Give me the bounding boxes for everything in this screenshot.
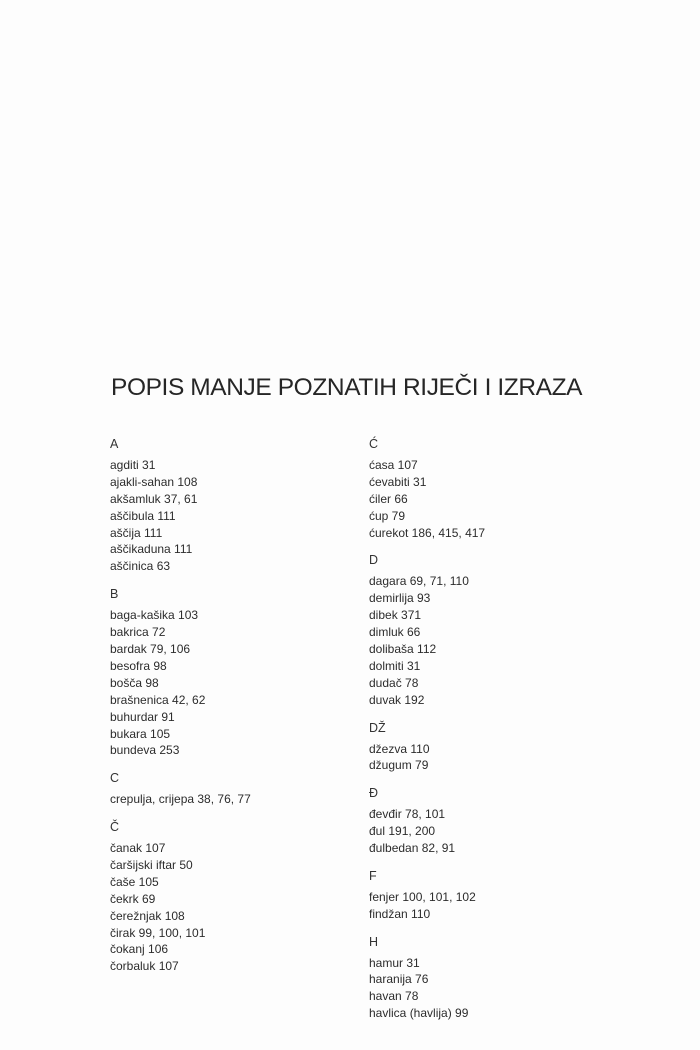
index-entry: čanak 107 [110,841,166,856]
index-entry: demirlija 93 [369,591,431,606]
index-column-right [369,436,485,1033]
section-letter: Č [110,820,120,835]
index-entry: baga-kašika 103 [110,608,199,623]
index-entry: bošča 98 [110,675,159,690]
index-section [369,720,485,775]
index-entry: dolibaša 112 [369,641,437,656]
index-entry: aščikaduna 111 [110,542,193,557]
index-entry: brašnenica 42, 62 [110,692,206,707]
index-section [110,770,251,808]
section-letter: B [110,587,119,602]
index-entry: bundeva 253 [110,743,180,758]
index-entry: aščinica 63 [110,559,171,574]
index-entry: dibek 371 [369,608,422,623]
index-entry: đevđir 78, 101 [369,807,446,822]
section-letter: Đ [369,786,379,801]
page-title: POPIS MANJE POZNATIH RIJEČI I IZRAZA [111,374,583,401]
index-section [110,819,251,975]
section-letter: Ć [369,437,379,451]
index-section [369,436,485,541]
index-section [369,552,485,708]
index-entry: dagara 69, 71, 110 [369,574,469,589]
index-entry: dolmiti 31 [369,658,421,673]
index-entry: ajakli-sahan 108 [110,474,198,489]
index-entry: agditi 31 [110,457,156,472]
index-entry: džezva 110 [369,741,430,756]
index-entry: džugum 79 [369,758,429,773]
index-entry: ćasa 107 [369,457,418,472]
index-entry: havlica (havlija) 99 [369,1006,469,1021]
index-entry: čaše 105 [110,874,159,889]
index-entry: đul 191, 200 [369,824,436,839]
index-section [369,934,485,1023]
section-letter: C [110,771,120,786]
index-entry: akšamluk 37, 61 [110,491,198,506]
index-entry: crepulja, crijepa 38, 76, 77 [110,792,251,807]
index-entry: čerežnjak 108 [110,908,185,923]
index-section [369,785,485,857]
index-column-left [110,436,251,986]
index-entry: ćurekot 186, 415, 417 [369,525,486,540]
section-letter: DŽ [369,720,386,735]
index-entry: čirak 99, 100, 101 [110,925,206,940]
index-entry: čekrk 69 [110,891,156,906]
index-entry: bardak 79, 106 [110,641,191,656]
index-entry: aščibula 111 [110,508,176,523]
index-entry: ćup 79 [369,508,406,523]
index-entry: ćevabiti 31 [369,474,427,489]
section-letter: F [369,868,377,883]
index-entry: hamur 31 [369,955,420,970]
index-entry: havan 78 [369,989,419,1004]
index-section [110,586,251,759]
index-entry: fenjer 100, 101, 102 [369,889,476,904]
index-entry: dudač 78 [369,675,419,690]
index-entry: ćiler 66 [369,491,408,506]
index-entry: buhurdar 91 [110,709,175,724]
index-entry: dimluk 66 [369,625,421,640]
section-letter: H [369,934,379,949]
index-entry: bukara 105 [110,726,171,741]
index-section [369,868,485,923]
index-entry: čokanj 106 [110,942,169,957]
index-entry: aščija 111 [110,525,163,540]
index-entry: duvak 192 [369,692,425,707]
section-letter: A [110,437,119,451]
section-letter: D [369,553,379,568]
index-entry: haranija 76 [369,972,429,987]
index-section [110,436,251,575]
index-entry: besofra 98 [110,658,167,673]
index-entry: čaršijski iftar 50 [110,857,193,872]
index-entry: bakrica 72 [110,625,166,640]
index-entry: đulbedan 82, 91 [369,841,456,856]
index-entry: findžan 110 [369,906,431,921]
index-entry: čorbaluk 107 [110,959,179,974]
